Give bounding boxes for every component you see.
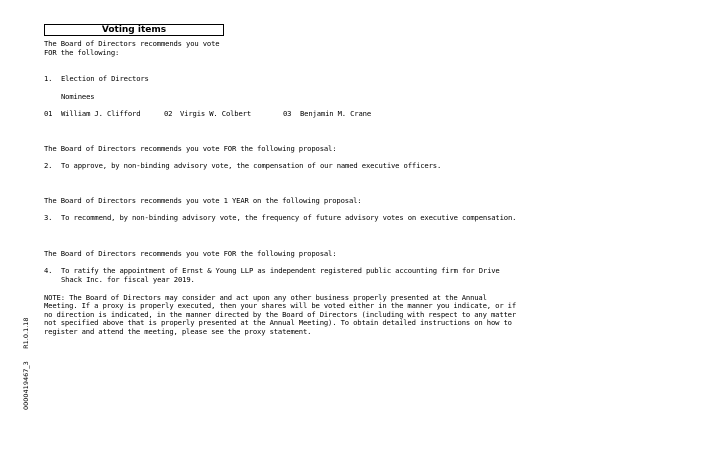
note-line-3: no direction is indicated, in the manner directed by the Board of Directors (including with respect to any matter: [44, 310, 517, 319]
proposal-2-recommendation: The Board of Directors recommends you vote FOR the following proposal:: [44, 144, 337, 153]
proposal-3-number: 3.: [44, 213, 53, 222]
nominees-label: Nominees: [61, 92, 95, 101]
proposal-4-text-line-1: To ratify the appointment of Ernst & Young LLP as independent registered public accounting firm for Drive: [61, 266, 500, 275]
nominee-name: Virgis W. Colbert: [180, 109, 252, 118]
item-1-title: Election of Directors: [61, 74, 149, 83]
note-line-1: NOTE: The Board of Directors may consider and act upon any other business properly presented at the Annual: [44, 293, 487, 302]
proposal-2-text: To approve, by non-binding advisory vote, the compensation of our named executive officers.: [61, 161, 442, 170]
proposal-2-number: 2.: [44, 161, 53, 170]
note-line-5: register and attend the meeting, please see the proxy statement.: [44, 327, 312, 336]
note-line-2: Meeting. If a proxy is properly executed, then your shares will be voted either in the manner you indicate, or if: [44, 301, 517, 310]
proposal-4-recommendation: The Board of Directors recommends you vote FOR the following proposal:: [44, 249, 337, 258]
document-revision: R1.0.1.18: [22, 317, 30, 349]
intro-line-1: The Board of Directors recommends you vote: [44, 39, 220, 48]
nominee-number: 02: [164, 109, 173, 118]
document-side-code: [22, 317, 30, 410]
nominee-name: William J. Clifford: [61, 109, 141, 118]
nominee-name: Benjamin M. Crane: [300, 109, 372, 118]
note-line-4: not specified above that is properly presented at the Annual Meeting). To obtain detailed instructions on how to: [44, 318, 512, 327]
nominee-number: 03: [283, 109, 292, 118]
document-id: 0000419467_3: [22, 361, 30, 410]
intro-line-2: FOR the following:: [44, 48, 120, 57]
voting-items-header: Voting items: [44, 24, 224, 36]
proposal-3-recommendation: The Board of Directors recommends you vote 1 YEAR on the following proposal:: [44, 196, 362, 205]
proposal-3-text: To recommend, by non-binding advisory vote, the frequency of future advisory votes on executive compensation.: [61, 213, 517, 222]
proposal-4-number: 4.: [44, 266, 53, 275]
proposal-4-text-line-2: Shack Inc. for fiscal year 2019.: [61, 275, 195, 284]
item-1-number: 1.: [44, 74, 53, 83]
nominee-number: 01: [44, 109, 53, 118]
